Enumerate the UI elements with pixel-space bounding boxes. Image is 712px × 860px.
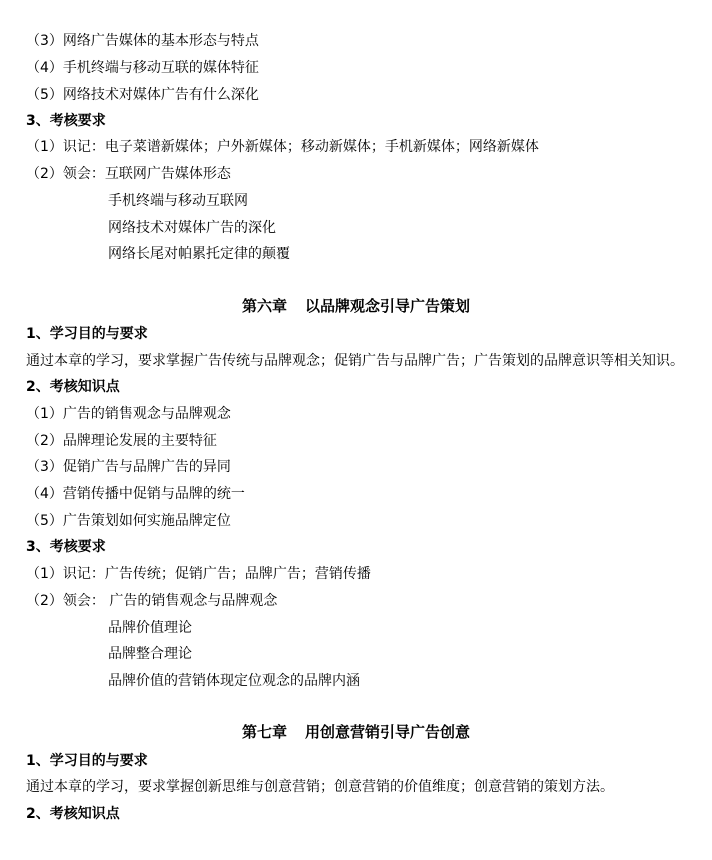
chapter-title bbox=[0, 296, 712, 316]
list-item: （2）领会：互联网广告媒体形态 bbox=[26, 166, 231, 182]
paragraph: 通过本章的学习，要求掌握创新思维与创意营销；创意营销的价值维度；创意营销的策划方法。 bbox=[26, 779, 614, 795]
section-heading: 2、考核知识点 bbox=[26, 379, 120, 395]
list-item: （5）网络技术对媒体广告有什么深化 bbox=[26, 87, 259, 103]
list-item-continued: 品牌价值的营销体现定位观念的品牌内涵 bbox=[108, 673, 360, 689]
section-heading: 1、学习目的与要求 bbox=[26, 753, 148, 769]
list-item-continued: 品牌整合理论 bbox=[108, 646, 192, 662]
list-item-continued: 网络长尾对帕累托定律的颠覆 bbox=[108, 246, 290, 262]
chapter-name: 用创意营销引导广告创意 bbox=[305, 723, 471, 741]
list-item: （1）广告的销售观念与品牌观念 bbox=[26, 406, 231, 422]
list-item: （4）手机终端与移动互联的媒体特征 bbox=[26, 60, 259, 76]
chapter-title bbox=[0, 722, 712, 742]
section-heading: 3、考核要求 bbox=[26, 113, 106, 129]
list-item: （1）识记：电子菜谱新媒体；户外新媒体；移动新媒体；手机新媒体；网络新媒体 bbox=[26, 139, 539, 155]
list-item: （1）识记：广告传统；促销广告；品牌广告；营销传播 bbox=[26, 566, 371, 582]
list-item: （5）广告策划如何实施品牌定位 bbox=[26, 513, 231, 529]
list-item: （2）品牌理论发展的主要特征 bbox=[26, 433, 217, 449]
paragraph: 通过本章的学习，要求掌握广告传统与品牌观念；促销广告与品牌广告；广告策划的品牌意识等相关知识。 bbox=[26, 353, 684, 369]
chapter-number: 第六章 bbox=[241, 297, 287, 315]
list-item: （2）领会： 广告的销售观念与品牌观念 bbox=[26, 593, 278, 609]
section-heading: 2、考核知识点 bbox=[26, 806, 120, 822]
list-item: （3）网络广告媒体的基本形态与特点 bbox=[26, 33, 259, 49]
list-item-continued: 品牌价值理论 bbox=[108, 620, 192, 636]
list-item: （3）促销广告与品牌广告的异同 bbox=[26, 459, 231, 475]
list-item-continued: 网络技术对媒体广告的深化 bbox=[108, 220, 276, 236]
list-item: （4）营销传播中促销与品牌的统一 bbox=[26, 486, 245, 502]
section-heading: 3、考核要求 bbox=[26, 539, 106, 555]
list-item-continued: 手机终端与移动互联网 bbox=[108, 193, 248, 209]
chapter-number: 第七章 bbox=[241, 723, 287, 741]
chapter-name: 以品牌观念引导广告策划 bbox=[305, 297, 471, 315]
section-heading: 1、学习目的与要求 bbox=[26, 326, 148, 342]
